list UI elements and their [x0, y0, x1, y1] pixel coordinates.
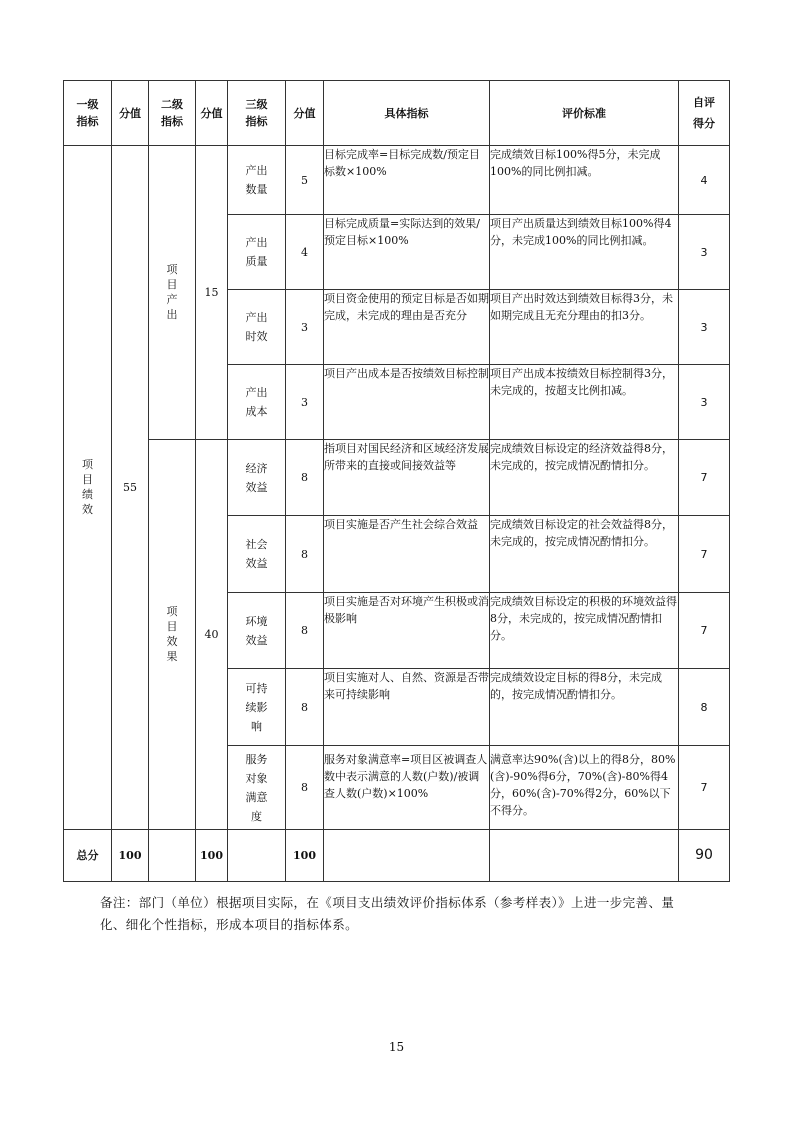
detail-text: 目标完成率=目标完成数/预定目标数×100% — [324, 146, 490, 215]
standard-text: 完成绩效目标100%得5分，未完成100%的同比例扣减。 — [490, 146, 679, 215]
self-score: 8 — [679, 669, 730, 746]
level3-score: 5 — [286, 146, 324, 215]
header-self-score: 自评得分 — [679, 81, 730, 146]
level3-score: 4 — [286, 215, 324, 290]
header-level3: 三级指标 — [228, 81, 286, 146]
level3-name: 产出数量 — [228, 146, 286, 215]
level2-score-output: 15 — [196, 146, 228, 440]
total-empty — [490, 830, 679, 882]
standard-text: 项目产出时效达到绩效目标得3分，未如期完成且无充分理由的扣3分。 — [490, 290, 679, 365]
self-score: 3 — [679, 365, 730, 440]
page-number: 15 — [388, 1040, 405, 1054]
table-row — [64, 440, 730, 516]
header-score3: 分值 — [286, 81, 324, 146]
level3-score: 8 — [286, 746, 324, 830]
level3-score: 8 — [286, 669, 324, 746]
table-row — [64, 146, 730, 215]
standard-text: 完成绩效目标设定的社会效益得8分，未完成的，按完成情况酌情扣分。 — [490, 516, 679, 593]
total-empty — [228, 830, 286, 882]
detail-text: 项目实施是否产生社会综合效益 — [324, 516, 490, 593]
total-empty — [324, 830, 490, 882]
standard-text: 项目产出质量达到绩效目标100%得4分，未完成100%的同比例扣减。 — [490, 215, 679, 290]
self-score: 3 — [679, 215, 730, 290]
level1-name: 项目绩效 — [64, 146, 112, 830]
standard-text: 完成绩效目标设定的经济效益得8分，未完成的，按完成情况酌情扣分。 — [490, 440, 679, 516]
detail-text: 目标完成质量=实际达到的效果/预定目标×100% — [324, 215, 490, 290]
level3-name: 产出时效 — [228, 290, 286, 365]
level3-score: 8 — [286, 440, 324, 516]
footnote: 备注：部门（单位）根据项目实际，在《项目支出绩效评价指标体系（参考样表）》上进一步完善、量化、细化个性指标，形成本项目的指标体系。 — [100, 895, 675, 932]
level3-name: 经济效益 — [228, 440, 286, 516]
total-self-score: 90 — [679, 830, 730, 882]
detail-text: 项目产出成本是否按绩效目标控制 — [324, 365, 490, 440]
standard-text: 完成绩效设定目标的得8分，未完成的，按完成情况酌情扣分。 — [490, 669, 679, 746]
detail-text: 项目资金使用的预定目标是否如期完成，未完成的理由是否充分 — [324, 290, 490, 365]
header-row — [64, 81, 730, 146]
total-row — [64, 830, 730, 882]
header-detail: 具体指标 — [324, 81, 490, 146]
self-score: 3 — [679, 290, 730, 365]
level3-name: 社会效益 — [228, 516, 286, 593]
level3-name: 可持续影响 — [228, 669, 286, 746]
self-score: 7 — [679, 440, 730, 516]
level2-score-effect: 40 — [196, 440, 228, 830]
level1-score: 55 — [112, 146, 149, 830]
level3-score: 3 — [286, 365, 324, 440]
detail-text: 服务对象满意率=项目区被调查人数中表示满意的人数(户数)/被调查人数(户数)×100% — [324, 746, 490, 830]
total-score2: 100 — [196, 830, 228, 882]
detail-text: 项目实施是否对环境产生积极或消极影响 — [324, 593, 490, 669]
self-score: 7 — [679, 746, 730, 830]
self-score: 7 — [679, 593, 730, 669]
level3-name: 服务对象满意度 — [228, 746, 286, 830]
detail-text: 指项目对国民经济和区域经济发展所带来的直接或间接效益等 — [324, 440, 490, 516]
level3-score: 3 — [286, 290, 324, 365]
total-empty — [149, 830, 196, 882]
level3-name: 产出成本 — [228, 365, 286, 440]
level3-name: 产出质量 — [228, 215, 286, 290]
level2-name-output: 项目产出 — [149, 146, 196, 440]
level3-score: 8 — [286, 593, 324, 669]
evaluation-table — [63, 80, 730, 882]
total-label: 总分 — [64, 830, 112, 882]
total-score1: 100 — [112, 830, 149, 882]
header-level1: 一级指标 — [64, 81, 112, 146]
detail-text: 项目实施对人、自然、资源是否带来可持续影响 — [324, 669, 490, 746]
level3-score: 8 — [286, 516, 324, 593]
header-level2: 二级指标 — [149, 81, 196, 146]
header-score1: 分值 — [112, 81, 149, 146]
level2-name-effect: 项目效果 — [149, 440, 196, 830]
self-score: 4 — [679, 146, 730, 215]
self-score: 7 — [679, 516, 730, 593]
header-score2: 分值 — [196, 81, 228, 146]
level3-name: 环境效益 — [228, 593, 286, 669]
total-score3: 100 — [286, 830, 324, 882]
standard-text: 满意率达90%(含)以上的得8分，80%(含)-90%得6分，70%(含)-80%得4分，60%(含)-70%得2分，60%以下不得分。 — [490, 746, 679, 830]
standard-text: 完成绩效目标设定的积极的环境效益得8分，未完成的，按完成情况酌情扣分。 — [490, 593, 679, 669]
standard-text: 项目产出成本按绩效目标控制得3分，未完成的，按超支比例扣减。 — [490, 365, 679, 440]
header-standard: 评价标准 — [490, 81, 679, 146]
